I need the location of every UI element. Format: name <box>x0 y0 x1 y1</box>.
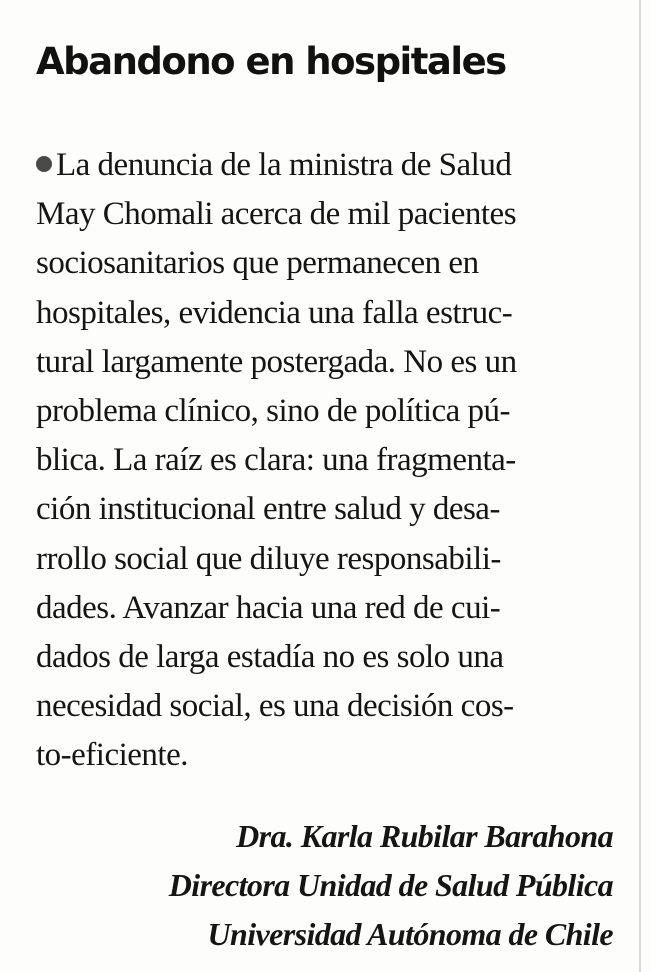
author-name: Dra. Karla Rubilar Barahona <box>236 818 613 854</box>
article-line: dades. Avanzar hacia una red de cui- <box>36 589 501 626</box>
author-institution: Universidad Autónoma de Chile <box>207 916 613 952</box>
article-line: May Chomali acerca de mil pacientes <box>36 196 517 233</box>
article-body <box>36 141 616 781</box>
article-line <box>36 141 616 190</box>
bullet-icon <box>36 156 52 172</box>
article-line: blica. La raíz es clara: una fragmenta- <box>36 442 516 479</box>
article-line: rrollo social que diluye responsabili- <box>36 540 501 577</box>
article-line-text: La denuncia de la ministra de Salud <box>56 147 512 183</box>
author-signature <box>169 812 613 959</box>
article-line: dados de larga estadía no es solo una <box>36 639 504 676</box>
article-line: sociosanitarios que permanecen en <box>36 245 479 282</box>
author-role: Directora Unidad de Salud Pública <box>168 867 613 903</box>
article-line: ción institucional entre salud y desa- <box>36 491 500 528</box>
article-line: hospitales, evidencia una falla estruc- <box>36 294 513 331</box>
article-line: to-eficiente. <box>36 737 188 774</box>
article-headline: Abandono en hospitales <box>36 40 506 83</box>
article-line: tural largamente postergada. No es un <box>36 343 517 380</box>
column-divider <box>639 0 641 972</box>
article-line: problema clínico, sino de política pú- <box>36 393 511 430</box>
article-line: necesidad social, es una decisión cos- <box>36 688 514 725</box>
